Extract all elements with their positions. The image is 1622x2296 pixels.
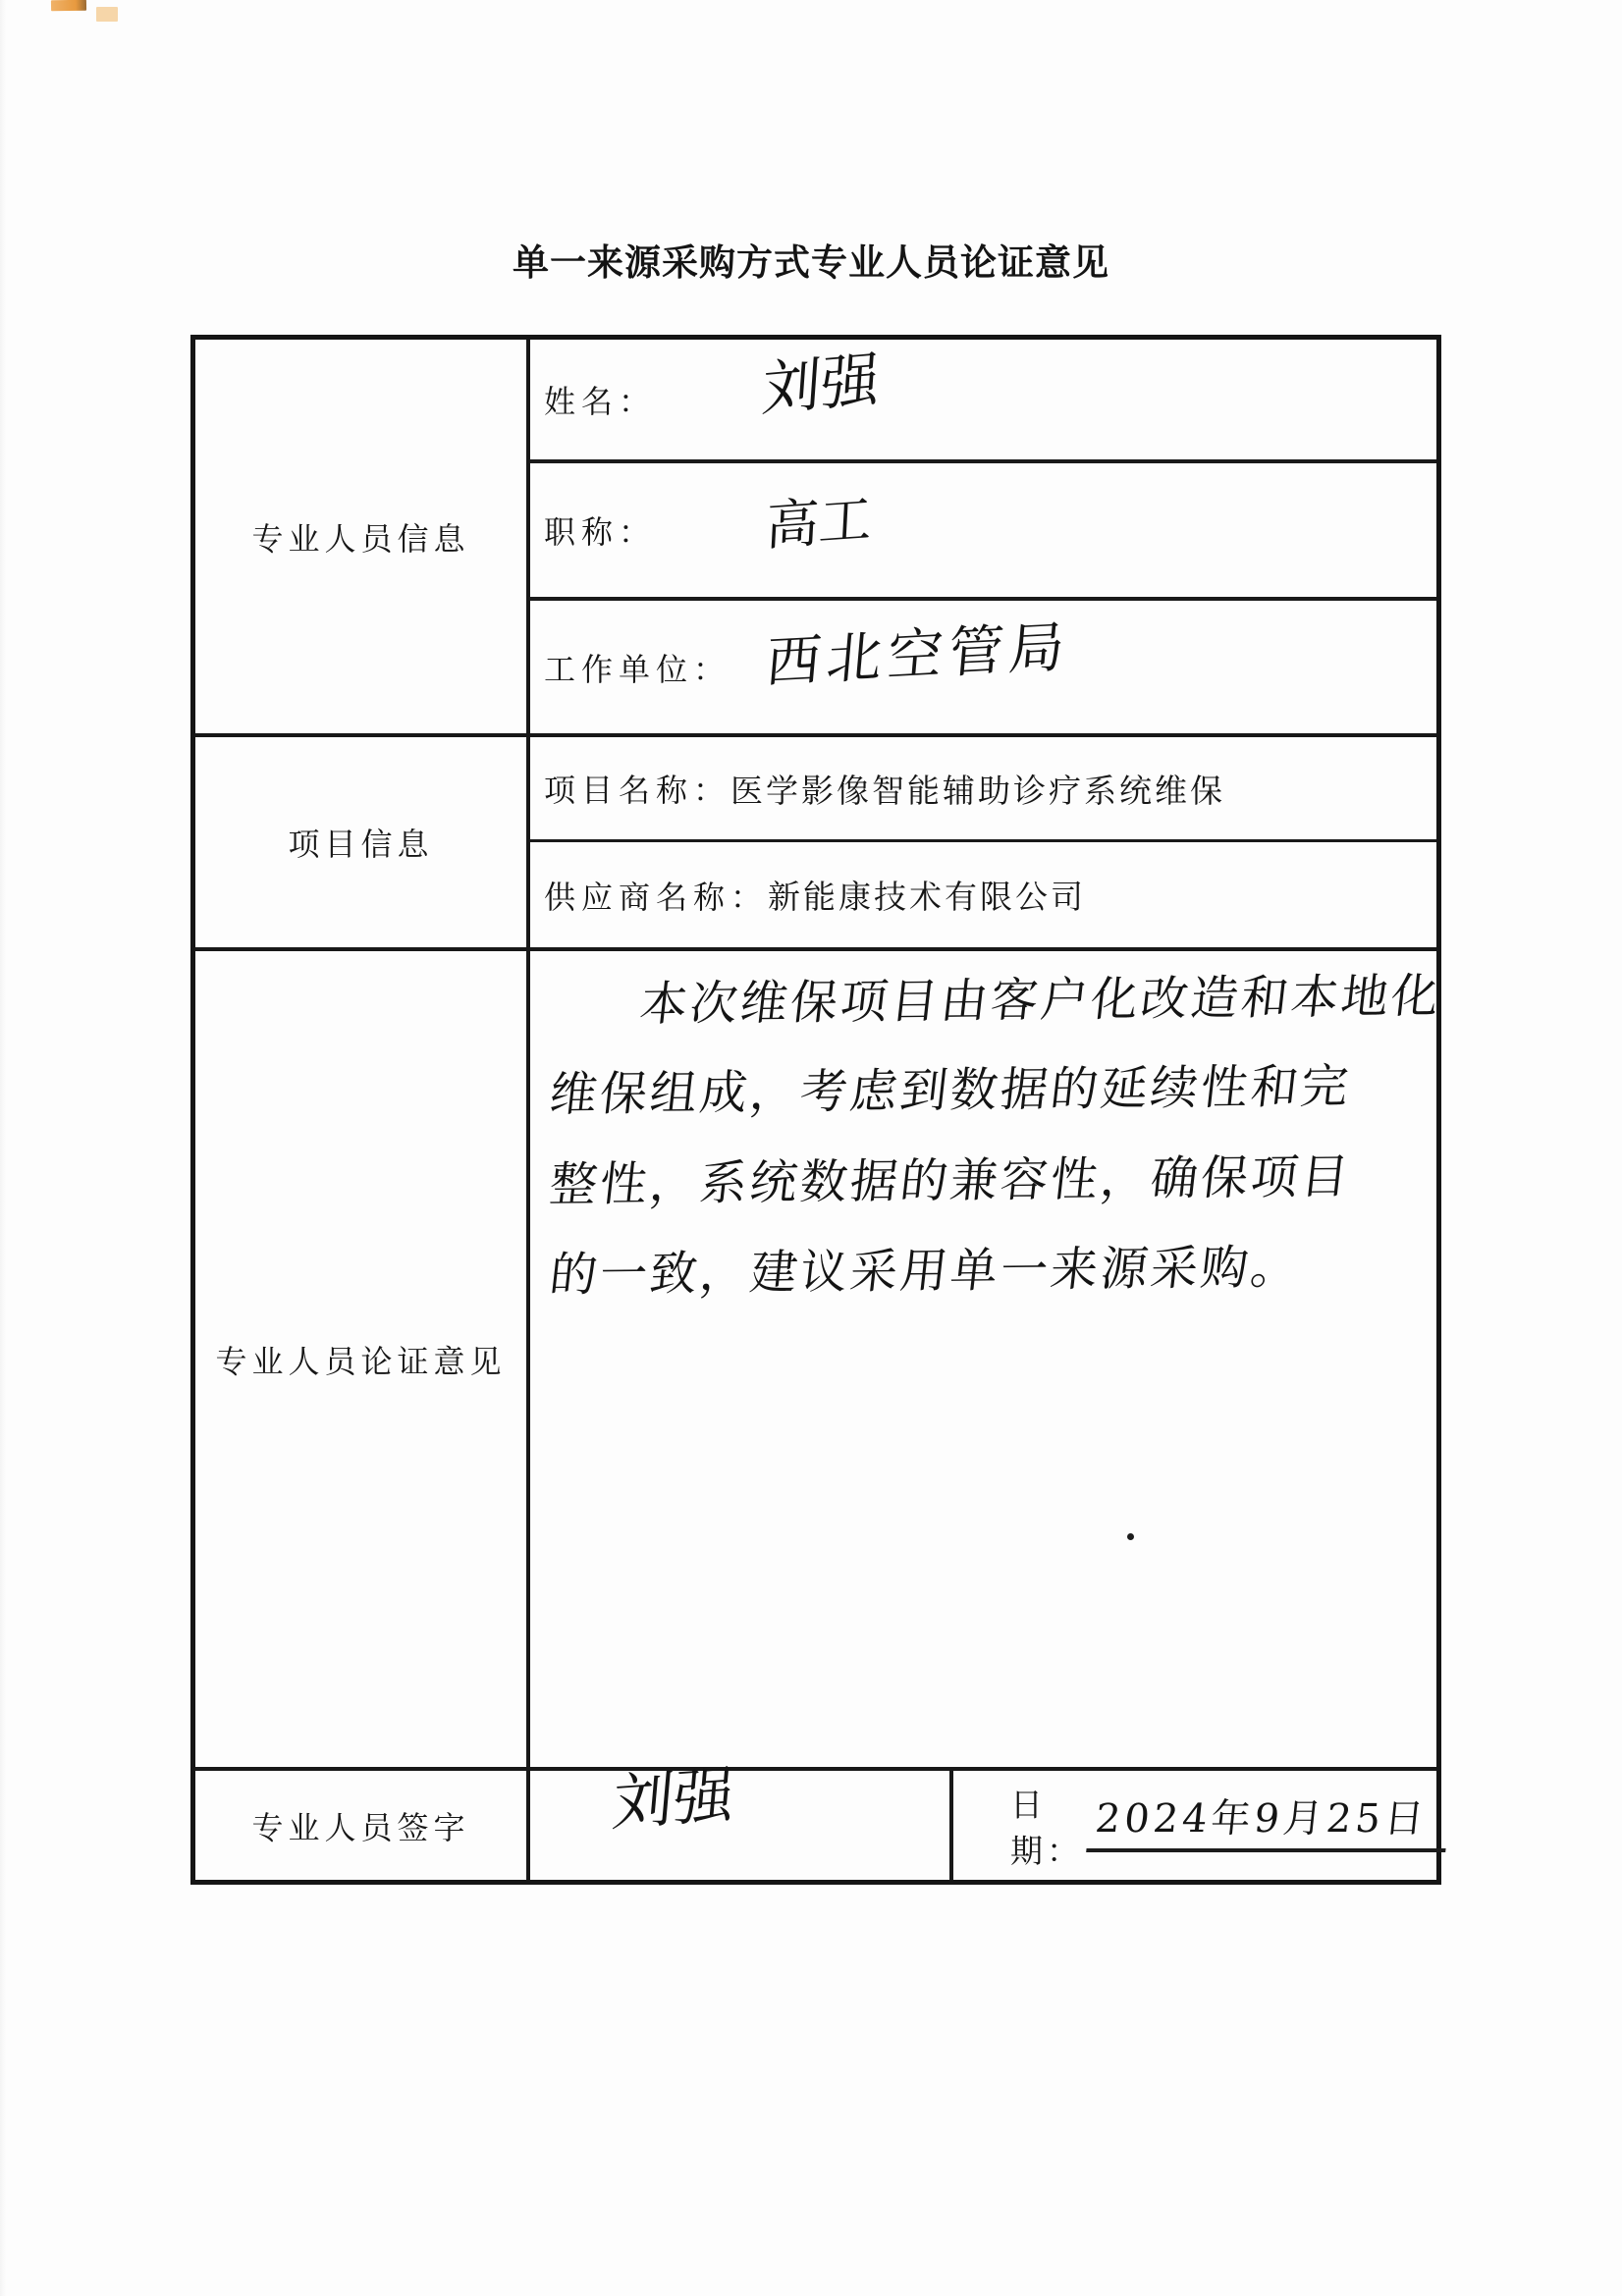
section-personnel-info xyxy=(195,340,1436,733)
name-label: 姓名： xyxy=(544,384,657,419)
supplier-name-label: 供应商名称： xyxy=(544,879,769,915)
personnel-section-label: 专业人员信息 xyxy=(251,520,470,557)
job-title-handwritten-value: 高工 xyxy=(764,488,874,558)
project-name-value: 医学影像智能辅助诊疗系统维保 xyxy=(730,774,1226,810)
section-opinion xyxy=(195,947,1445,1767)
row-project-name xyxy=(530,737,1436,842)
project-section-label: 项目信息 xyxy=(288,827,434,862)
opinion-line: 维保组成，考虑到数据的延续性和完 xyxy=(546,1058,1355,1123)
work-unit-handwritten-value: 西北空管局 xyxy=(763,614,1073,696)
date-label: 日期： xyxy=(1010,1788,1083,1870)
row-name xyxy=(530,340,1436,463)
date-handwritten-value: 2024年9月25日 xyxy=(1086,1799,1451,1852)
opinion-handwritten-text xyxy=(530,951,1445,1767)
scan-artifact-icon xyxy=(51,0,86,11)
row-supplier-name xyxy=(530,842,1436,947)
section-project-info xyxy=(195,733,1436,947)
signature-cell xyxy=(530,1758,953,1880)
row-work-unit xyxy=(530,601,1436,733)
opinion-line: 整性，系统数据的兼容性，确保项目 xyxy=(546,1148,1355,1213)
project-section-header xyxy=(195,737,530,947)
date-cell xyxy=(953,1771,1448,1880)
signature-section-header xyxy=(195,1771,530,1880)
row-job-title xyxy=(530,463,1436,601)
project-rows xyxy=(530,737,1436,947)
project-name-label: 项目名称： xyxy=(544,773,731,809)
scan-artifact-icon xyxy=(96,7,118,22)
work-unit-label: 工作单位： xyxy=(544,651,731,687)
personnel-rows xyxy=(530,340,1436,733)
job-title-label: 职称： xyxy=(544,514,657,550)
opinion-line: 本次维保项目由客户化改造和本地化 xyxy=(636,968,1445,1033)
section-signature xyxy=(195,1758,1436,1880)
opinion-line: 的一致，建议采用单一来源采购。 xyxy=(546,1239,1305,1304)
scan-ink-dot xyxy=(1127,1533,1134,1540)
name-handwritten-value: 刘强 xyxy=(759,345,883,425)
signature-section-label: 专业人员签字 xyxy=(251,1809,470,1845)
document-title: 单一来源采购方式专业人员论证意见 xyxy=(513,242,1109,283)
form-table xyxy=(190,335,1445,1885)
opinion-section-label: 专业人员论证意见 xyxy=(215,1343,507,1379)
signature-handwritten: 刘强 xyxy=(609,1758,738,1840)
opinion-section-header xyxy=(195,951,530,1767)
personnel-section-header xyxy=(195,340,530,733)
supplier-name-value: 新能康技术有限公司 xyxy=(768,881,1087,917)
